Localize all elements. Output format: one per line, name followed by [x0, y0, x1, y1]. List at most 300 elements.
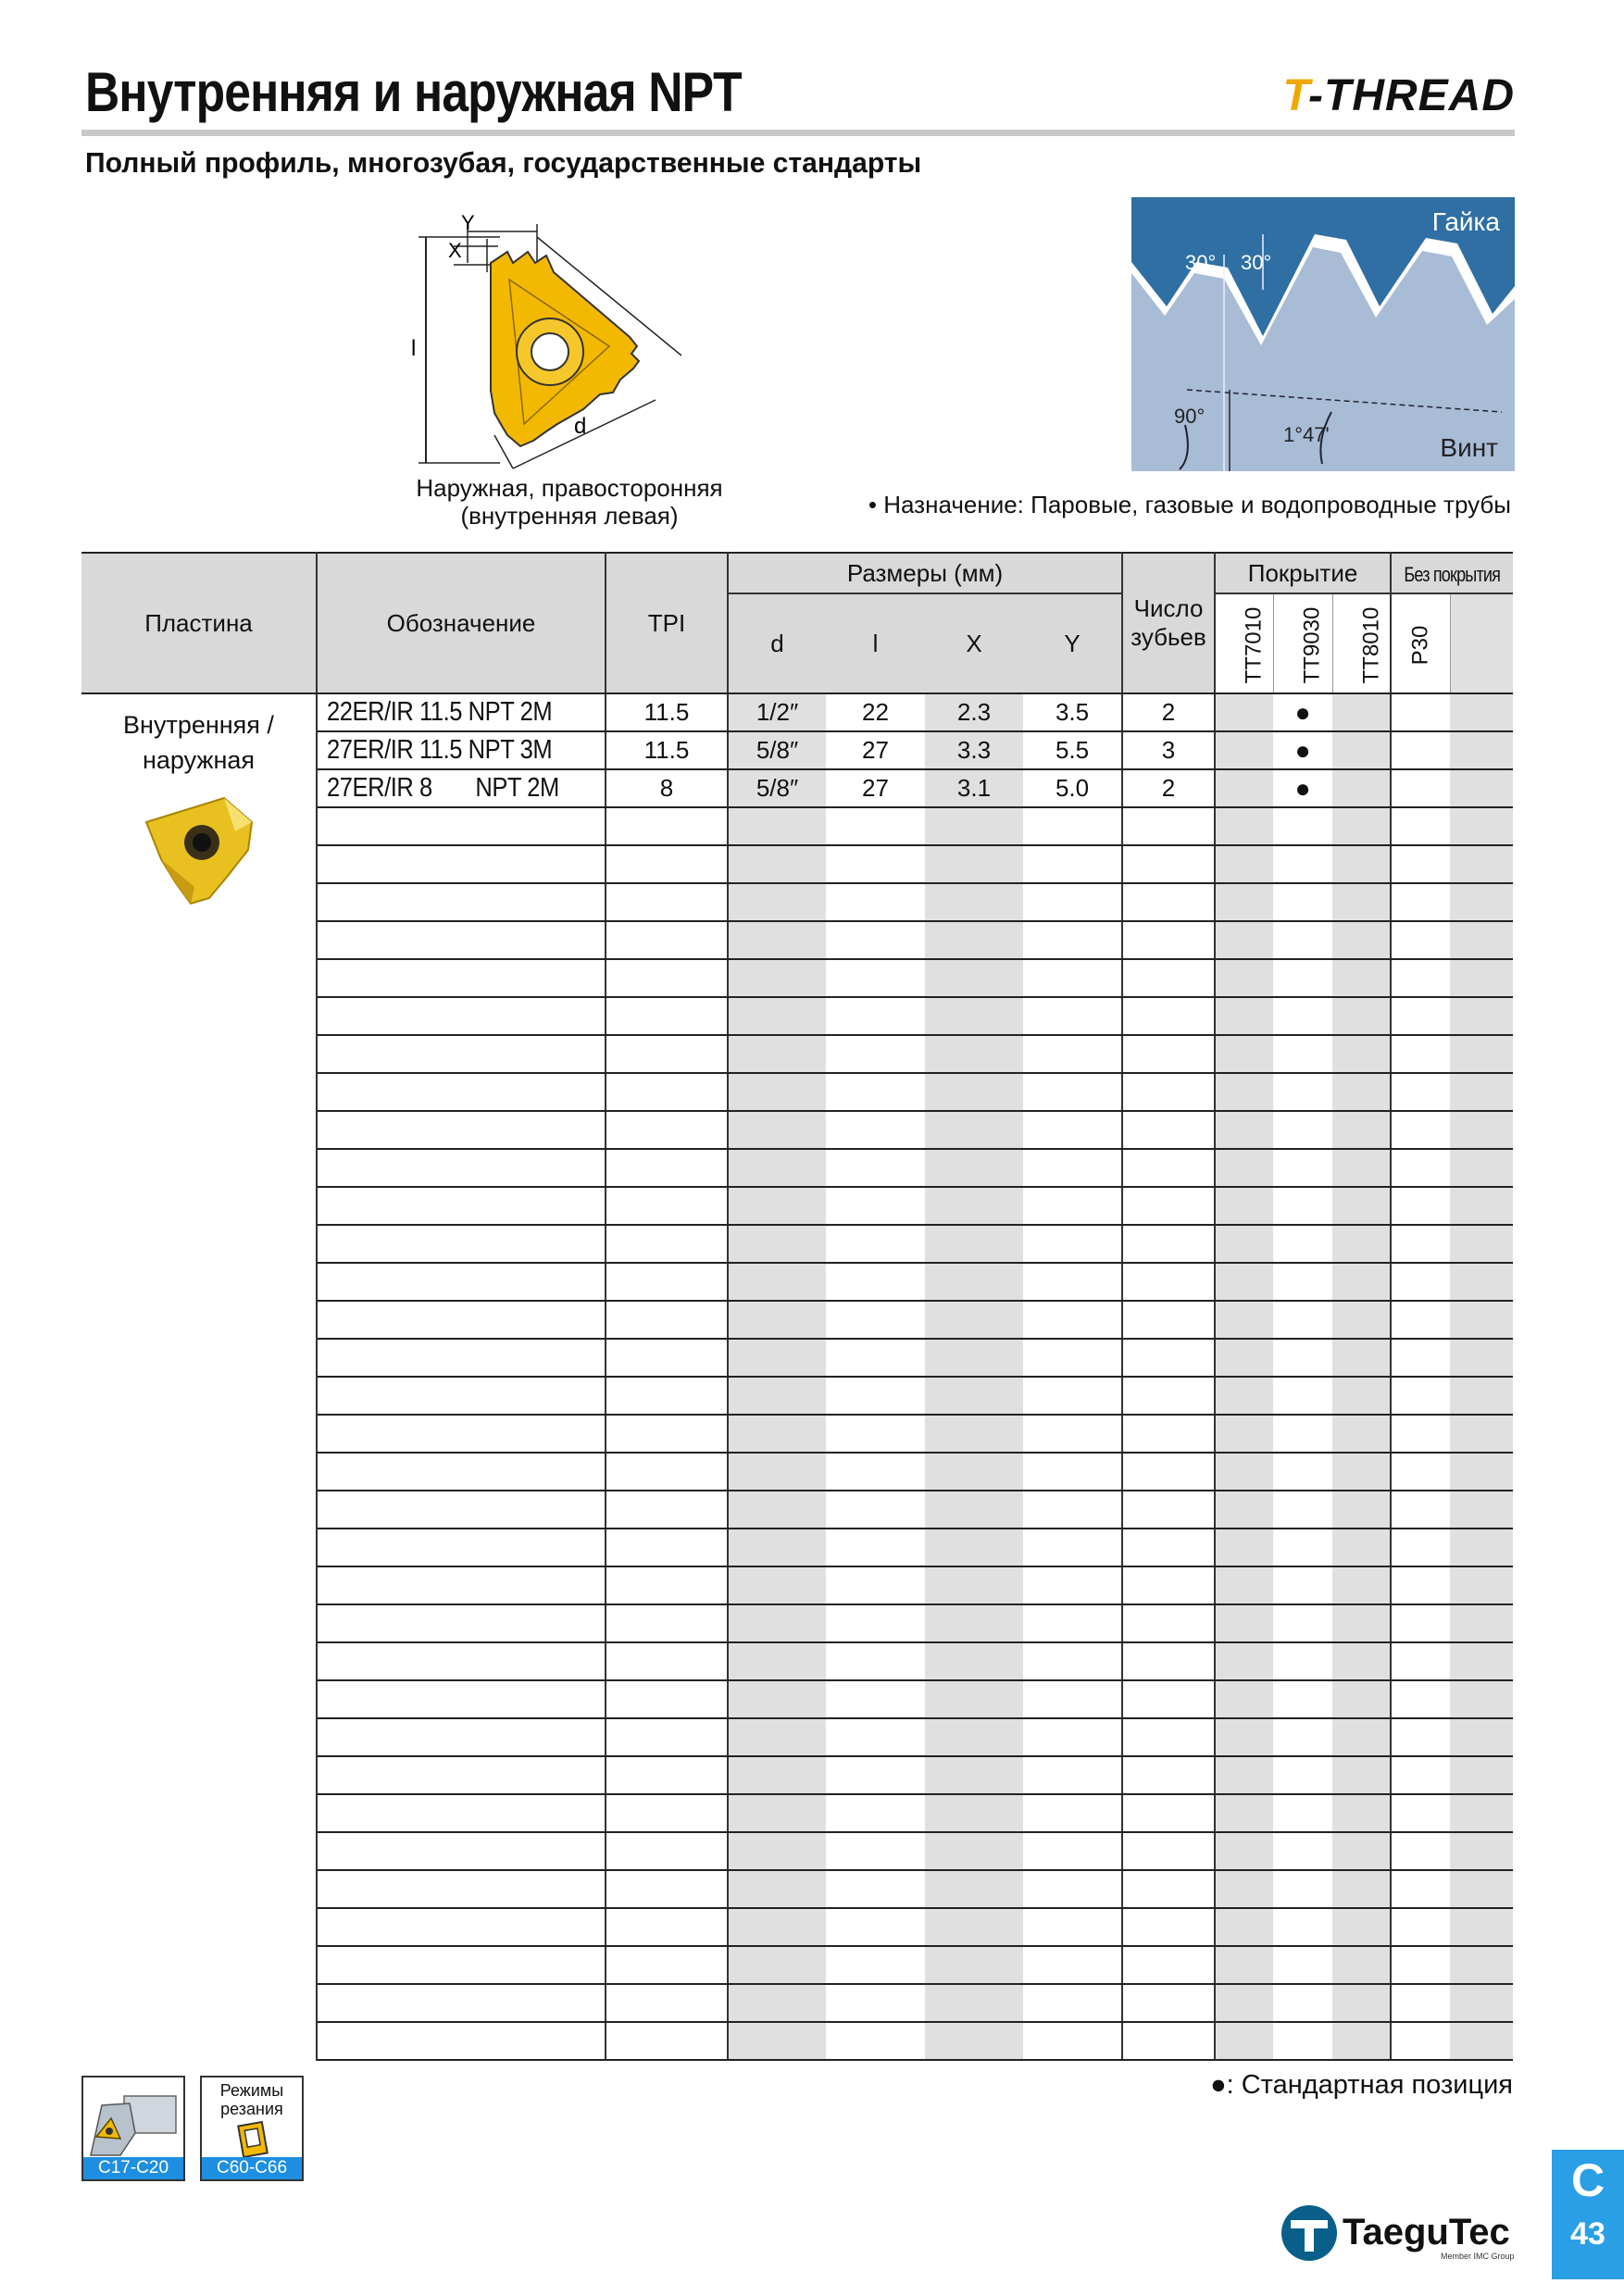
table-cell [826, 1832, 925, 1870]
table-cell [1450, 997, 1513, 1035]
table-cell [1332, 1415, 1391, 1453]
table-cell [826, 1111, 925, 1149]
table-cell [606, 807, 728, 845]
table-cell [1391, 1946, 1450, 1984]
table-cell [606, 845, 728, 883]
table-cell [1332, 845, 1391, 883]
col-header-d: d [728, 593, 826, 693]
dim-label-y: Y [461, 211, 475, 234]
table-cell [1391, 1908, 1450, 1946]
table-cell [317, 883, 606, 921]
table-cell [728, 1604, 826, 1642]
table-cell [826, 997, 925, 1035]
table-cell [606, 1984, 728, 2022]
table-cell [1023, 1946, 1122, 1984]
table-cell [1215, 1870, 1273, 1908]
table-cell [1215, 1111, 1273, 1149]
table-cell [1023, 807, 1122, 845]
table-cell [1332, 997, 1391, 1035]
table-cell [606, 1832, 728, 1870]
table-cell [925, 1225, 1023, 1263]
table-cell [925, 1680, 1023, 1718]
table-cell [728, 1339, 826, 1377]
col-header-tt8010 [1332, 593, 1391, 693]
table-cell [1450, 1301, 1513, 1339]
table-cell [606, 1604, 728, 1642]
table-cell [1450, 1111, 1513, 1149]
table-cell [1023, 1718, 1122, 1756]
col-header-insert: Пластина [81, 553, 317, 693]
table-cell [1023, 1073, 1122, 1111]
row-1-tt7010 [1215, 731, 1273, 769]
logo-sub: Member IMC Group [1441, 2252, 1515, 2261]
table-cell [1273, 1984, 1332, 2022]
table-cell [1450, 1073, 1513, 1111]
row-2-d: 5/8″ [728, 769, 826, 807]
row-0-designation: 22ER/IR 11.5 NPT 2M [317, 693, 606, 731]
table-cell [1273, 1035, 1332, 1073]
table-cell [925, 1832, 1023, 1870]
table-cell [728, 1491, 826, 1529]
table-cell [1122, 1415, 1215, 1453]
table-cell [1450, 1756, 1513, 1794]
grade-tt8010: TT8010 [1357, 606, 1383, 683]
table-cell [1023, 2022, 1122, 2060]
table-cell [1122, 845, 1215, 883]
table-cell [1332, 1832, 1391, 1870]
table-cell [1215, 1908, 1273, 1946]
table-cell [925, 1149, 1023, 1187]
table-cell [1391, 807, 1450, 845]
table-cell [1273, 1604, 1332, 1642]
table-cell [826, 1984, 925, 2022]
flank-angle-right: 30° [1241, 251, 1272, 274]
cutting-ref-label: C60-C66 [202, 2157, 302, 2179]
table-cell [826, 1035, 925, 1073]
row-1-teeth: 3 [1122, 731, 1215, 769]
table-cell [1391, 1073, 1450, 1111]
insert-type-line2: наружная [142, 746, 256, 774]
table-cell [1122, 1680, 1215, 1718]
table-cell [925, 959, 1023, 997]
table-cell [1273, 883, 1332, 921]
table-cell [606, 1642, 728, 1680]
table-cell [1023, 845, 1122, 883]
table-cell [925, 1377, 1023, 1415]
table-cell [826, 1566, 925, 1604]
table-cell [826, 959, 925, 997]
table-cell [1391, 845, 1450, 883]
table-cell [1215, 1263, 1273, 1301]
table-cell [728, 845, 826, 883]
table-cell [606, 1794, 728, 1832]
table-cell [1122, 1984, 1215, 2022]
row-0-x: 2.3 [925, 693, 1023, 731]
table-cell [317, 1149, 606, 1187]
table-cell [925, 1339, 1023, 1377]
table-cell [728, 1415, 826, 1453]
table-cell [317, 1756, 606, 1794]
grade-tt9030: TT9030 [1298, 606, 1324, 683]
table-cell [1450, 1263, 1513, 1301]
table-cell [1023, 1566, 1122, 1604]
table-cell [606, 1263, 728, 1301]
table-cell [606, 1756, 728, 1794]
col-header-p30 [1391, 593, 1450, 693]
table-cell [826, 1301, 925, 1339]
table-cell [1273, 1642, 1332, 1680]
table-cell [826, 1453, 925, 1491]
table-cell [1023, 1832, 1122, 1870]
table-cell [728, 1301, 826, 1339]
toolholder-reference-link[interactable] [81, 2076, 185, 2181]
table-cell [1215, 1035, 1273, 1073]
table-cell [1273, 921, 1332, 959]
table-cell [317, 1263, 606, 1301]
page-subtitle: Полный профиль, многозубая, государственные стандарты [85, 146, 922, 179]
col-header-l: l [826, 593, 925, 693]
table-cell [1450, 1832, 1513, 1870]
table-cell [1122, 1718, 1215, 1756]
table-cell [1391, 1832, 1450, 1870]
table-cell [826, 2022, 925, 2060]
table-cell [925, 1718, 1023, 1756]
table-cell [1273, 959, 1332, 997]
insert-type-line1: Внутренняя / [123, 711, 274, 739]
table-cell [1023, 1604, 1122, 1642]
table-cell [728, 1111, 826, 1149]
table-cell [1215, 1642, 1273, 1680]
table-cell [925, 1794, 1023, 1832]
table-cell [1391, 1870, 1450, 1908]
table-cell [728, 1984, 826, 2022]
table-cell [1215, 1301, 1273, 1339]
table-cell [317, 1566, 606, 1604]
table-cell [826, 1225, 925, 1263]
table-cell [1215, 1149, 1273, 1187]
table-cell [826, 1604, 925, 1642]
row-2-tpi: 8 [606, 769, 728, 807]
table-cell [606, 1680, 728, 1718]
table-cell [1122, 1642, 1215, 1680]
table-cell [1122, 1035, 1215, 1073]
table-cell [317, 1794, 606, 1832]
table-cell [1332, 1339, 1391, 1377]
table-cell [1391, 1415, 1450, 1453]
table-cell [1332, 1187, 1391, 1225]
table-cell [826, 1908, 925, 1946]
insert-type-cell [81, 693, 317, 2060]
table-cell [728, 1870, 826, 1908]
row-0-spare [1450, 693, 1513, 731]
table-cell [925, 1566, 1023, 1604]
table-cell [1450, 1187, 1513, 1225]
table-cell [317, 1453, 606, 1491]
table-cell [1215, 1529, 1273, 1566]
table-cell [1450, 1377, 1513, 1415]
table-cell [1122, 1908, 1215, 1946]
row-2-designation: 27ER/IR 8 NPT 2M [317, 769, 606, 807]
table-cell [826, 1187, 925, 1225]
table-cell [1273, 1718, 1332, 1756]
table-cell [1391, 1149, 1450, 1187]
table-cell [1122, 1453, 1215, 1491]
table-cell [1391, 1604, 1450, 1642]
table-cell [925, 997, 1023, 1035]
table-cell [1391, 1756, 1450, 1794]
table-cell [1122, 1111, 1215, 1149]
table-cell [728, 1035, 826, 1073]
table-cell [317, 1035, 606, 1073]
table-cell [1332, 1453, 1391, 1491]
row-0-l: 22 [826, 693, 925, 731]
table-cell [317, 1111, 606, 1149]
table-cell [826, 1680, 925, 1718]
table-cell [925, 1035, 1023, 1073]
table-cell [1023, 883, 1122, 921]
row-1-y: 5.5 [1023, 731, 1122, 769]
table-cell [1122, 1263, 1215, 1301]
table-cell [826, 1491, 925, 1529]
table-cell [1332, 1263, 1391, 1301]
table-cell [1450, 1642, 1513, 1680]
screw-label: Винт [1440, 433, 1498, 462]
table-cell [728, 1566, 826, 1604]
table-cell [826, 1263, 925, 1301]
grade-tt7010: TT7010 [1241, 606, 1267, 683]
table-cell [826, 1756, 925, 1794]
table-cell [728, 1946, 826, 1984]
table-cell [1215, 845, 1273, 883]
table-cell [1215, 1073, 1273, 1111]
table-cell [1391, 1642, 1450, 1680]
table-cell [1273, 1301, 1332, 1339]
row-0-d: 1/2″ [728, 693, 826, 731]
table-cell [925, 1908, 1023, 1946]
table-cell [1450, 1870, 1513, 1908]
row-1-x: 3.3 [925, 731, 1023, 769]
table-cell [1332, 1566, 1391, 1604]
table-cell [606, 883, 728, 921]
col-header-dimensions: Размеры (мм) [728, 553, 1122, 593]
table-cell [606, 997, 728, 1035]
table-cell [826, 1529, 925, 1566]
row-2-p30 [1391, 769, 1450, 807]
table-cell [1450, 1453, 1513, 1491]
table-cell [606, 1149, 728, 1187]
table-cell [317, 1908, 606, 1946]
table-cell [1273, 1491, 1332, 1529]
table-cell [317, 1225, 606, 1263]
table-cell [728, 1908, 826, 1946]
table-cell [1273, 1187, 1332, 1225]
table-cell [1332, 1908, 1391, 1946]
table-cell [1391, 1794, 1450, 1832]
teeth-line1: Число [1133, 594, 1204, 622]
table-cell [925, 1453, 1023, 1491]
row-2-x: 3.1 [925, 769, 1023, 807]
table-body [81, 693, 1513, 2060]
table-cell [1023, 1149, 1122, 1187]
table-cell [1215, 1604, 1273, 1642]
table-cell [1273, 2022, 1332, 2060]
table-cell [1391, 2022, 1450, 2060]
table-cell [1391, 1566, 1450, 1604]
row-1-spare [1450, 731, 1513, 769]
table-cell [826, 1794, 925, 1832]
table-cell [1122, 921, 1215, 959]
table-cell [1122, 1566, 1215, 1604]
table-cell [1023, 1377, 1122, 1415]
table-cell [1215, 807, 1273, 845]
row-0-tpi: 11.5 [606, 693, 728, 731]
table-cell [728, 883, 826, 921]
table-cell [1023, 1187, 1122, 1225]
table-cell [1122, 1377, 1215, 1415]
table-cell [1023, 997, 1122, 1035]
table-cell [1122, 1073, 1215, 1111]
cutting-ref-title [202, 2081, 302, 2118]
table-cell [1450, 1794, 1513, 1832]
t-thread-logo [1282, 71, 1515, 120]
table-cell [1023, 1984, 1122, 2022]
row-0-p30 [1391, 693, 1450, 731]
row-1-p30 [1391, 731, 1450, 769]
table-cell [1450, 1339, 1513, 1377]
table-cell [606, 1908, 728, 1946]
table-cell [1450, 1604, 1513, 1642]
col-header-coating: Покрытие [1215, 553, 1391, 593]
table-cell [1332, 1529, 1391, 1566]
table-cell [317, 1680, 606, 1718]
table-cell [1332, 1111, 1391, 1149]
table-cell [1391, 1453, 1450, 1491]
table-cell [1391, 1984, 1450, 2022]
table-cell [1332, 807, 1391, 845]
table-cell [1332, 1035, 1391, 1073]
table-cell [317, 1832, 606, 1870]
table-cell [925, 2022, 1023, 2060]
thread-profile-diagram [1131, 197, 1515, 471]
table-cell [1450, 959, 1513, 997]
table-cell [1122, 1832, 1215, 1870]
table-cell [317, 1491, 606, 1529]
row-1-tpi: 11.5 [606, 731, 728, 769]
table-cell [1273, 1566, 1332, 1604]
dim-label-l: l [411, 336, 417, 361]
table-cell [728, 1225, 826, 1263]
table-cell [728, 1073, 826, 1111]
table-cell [1332, 2022, 1391, 2060]
table-cell [1122, 883, 1215, 921]
teeth-line2: зубьев [1131, 623, 1206, 651]
table-cell [317, 807, 606, 845]
table-cell [606, 1453, 728, 1491]
table-cell [317, 1984, 606, 2022]
table-cell [1273, 1529, 1332, 1566]
table-cell [1273, 1908, 1332, 1946]
table-cell [925, 1946, 1023, 1984]
table-cell [1332, 1794, 1391, 1832]
table-cell [1391, 1035, 1450, 1073]
table-cell [925, 1111, 1023, 1149]
table-cell [1450, 807, 1513, 845]
table-cell [1391, 1529, 1450, 1566]
table-cell [925, 921, 1023, 959]
cutting-conditions-icon [235, 2120, 272, 2159]
table-cell [1023, 1529, 1122, 1566]
col-header-no-coating [1391, 553, 1513, 593]
table-cell [1023, 1870, 1122, 1908]
table-cell [728, 1187, 826, 1225]
row-0-tt9030: ● [1273, 693, 1332, 731]
table-cell [317, 1415, 606, 1453]
table-cell [606, 1946, 728, 1984]
table-cell [1023, 1453, 1122, 1491]
table-cell [606, 1035, 728, 1073]
table-cell [606, 1529, 728, 1566]
table-cell [1215, 1984, 1273, 2022]
flank-angle-left: 30° [1185, 251, 1217, 274]
table-cell [1450, 1035, 1513, 1073]
table-cell [317, 1187, 606, 1225]
table-cell [606, 1225, 728, 1263]
table-cell [826, 1339, 925, 1377]
table-cell [1450, 1680, 1513, 1718]
table-cell [728, 1453, 826, 1491]
table-cell [1450, 1718, 1513, 1756]
legend-note: ●: Стандартная позиция [1210, 2070, 1513, 2100]
table-cell [826, 1642, 925, 1680]
table-cell [826, 1946, 925, 1984]
table-cell [728, 1718, 826, 1756]
table-cell [1215, 1756, 1273, 1794]
toolholder-ref-label: C17-C20 [83, 2157, 183, 2179]
table-cell [606, 1415, 728, 1453]
table-cell [317, 1377, 606, 1415]
col-header-teeth [1122, 553, 1215, 693]
application-note [868, 491, 1511, 519]
table-cell [1273, 1339, 1332, 1377]
table-cell [826, 1415, 925, 1453]
table-cell [606, 1566, 728, 1604]
table-cell [606, 959, 728, 997]
table-cell [1450, 1415, 1513, 1453]
table-cell [1273, 997, 1332, 1035]
table-cell [1215, 1794, 1273, 1832]
table-cell [1332, 1946, 1391, 1984]
row-2-spare [1450, 769, 1513, 807]
table-cell [1122, 1149, 1215, 1187]
table-cell [1273, 807, 1332, 845]
table-cell [317, 997, 606, 1035]
table-cell [1332, 1984, 1391, 2022]
brand-rest: -THREAD [1308, 71, 1515, 120]
table-cell [1215, 959, 1273, 997]
table-cell [1023, 1263, 1122, 1301]
table-cell [1122, 1491, 1215, 1529]
cutting-conditions-reference-link[interactable] [200, 2076, 304, 2181]
table-cell [1332, 1149, 1391, 1187]
page-title: Внутренняя и наружная NPT [85, 61, 742, 123]
col-header-tpi: TPI [606, 553, 728, 693]
table-cell [826, 921, 925, 959]
table-cell [606, 1301, 728, 1339]
section-tab [1552, 2150, 1624, 2279]
table-cell [317, 959, 606, 997]
table-cell [1215, 1225, 1273, 1263]
table-cell [317, 845, 606, 883]
